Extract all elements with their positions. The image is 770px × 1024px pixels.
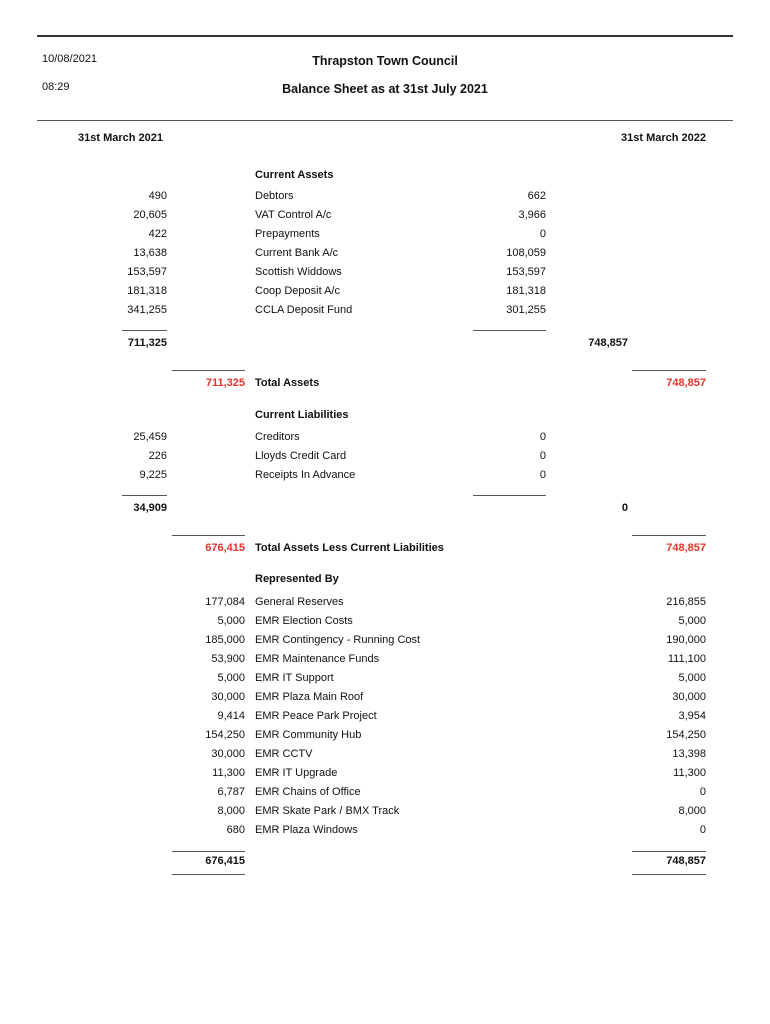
- row-prior-value: 680: [226, 824, 245, 836]
- ta-prior-rule: [172, 370, 245, 371]
- row-current-value: 30,000: [672, 691, 706, 703]
- net-current-rule: [632, 535, 706, 536]
- table-row: [0, 821, 770, 840]
- net-assets-prior: 676,415: [205, 542, 245, 554]
- row-current-value: 154,250: [666, 729, 706, 741]
- row-prior-value: 8,000: [217, 805, 245, 817]
- row-prior-value: 177,084: [205, 596, 245, 608]
- represented-by-rows: [0, 593, 770, 840]
- row-current-value: 111,100: [667, 653, 706, 665]
- row-prior-value: 5,000: [217, 615, 245, 627]
- row-current-value: 216,855: [666, 596, 706, 608]
- row-label: Creditors: [255, 431, 300, 443]
- row-current-value: 662: [527, 190, 546, 202]
- row-label: EMR Skate Park / BMX Track: [255, 805, 400, 817]
- row-current-value: 108,059: [506, 247, 546, 259]
- rb-prior-bottom-rule: [172, 874, 245, 875]
- row-label: EMR Contingency - Running Cost: [255, 634, 421, 646]
- cl-subtotal-current: 0: [621, 502, 628, 514]
- row-prior-value: 154,250: [205, 729, 245, 741]
- row-label: Prepayments: [255, 228, 320, 240]
- row-label: CCLA Deposit Fund: [255, 304, 353, 316]
- row-label: EMR Plaza Windows: [255, 824, 358, 836]
- row-label: General Reserves: [255, 596, 344, 608]
- row-current-value: 190,000: [666, 634, 706, 646]
- row-prior-value: 9,225: [139, 469, 167, 481]
- row-label: EMR IT Upgrade: [255, 767, 338, 779]
- current-assets-rows: [0, 187, 770, 320]
- rb-prior-rule: [172, 851, 245, 852]
- top-rule: [37, 35, 733, 37]
- total-assets-prior: 711,325: [205, 377, 245, 389]
- table-row: [0, 764, 770, 783]
- current-liabilities-rows: [0, 428, 770, 485]
- row-prior-value: 25,459: [133, 431, 167, 443]
- row-prior-value: 6,787: [217, 786, 245, 798]
- row-prior-value: 5,000: [217, 672, 245, 684]
- row-label: EMR Peace Park Project: [255, 710, 377, 722]
- report-time: 08:29: [42, 81, 70, 93]
- row-label: Receipts In Advance: [255, 469, 356, 481]
- table-row: [0, 707, 770, 726]
- row-current-value: 153,597: [506, 266, 546, 278]
- row-label: Coop Deposit A/c: [255, 285, 340, 297]
- row-prior-value: 226: [148, 450, 167, 462]
- row-prior-value: 341,255: [127, 304, 167, 316]
- row-current-value: 301,255: [506, 304, 546, 316]
- total-assets-label: Total Assets: [255, 377, 320, 389]
- row-label: EMR Community Hub: [255, 729, 362, 741]
- report-date: 10/08/2021: [42, 53, 98, 65]
- row-current-value: 181,318: [506, 285, 546, 297]
- row-label: EMR CCTV: [255, 748, 313, 760]
- row-prior-value: 490: [148, 190, 167, 202]
- net-assets-label: Total Assets Less Current Liabilities: [255, 542, 444, 554]
- current-assets-heading: Current Assets: [255, 169, 334, 181]
- row-current-value: 8,000: [678, 805, 706, 817]
- row-prior-value: 20,605: [133, 209, 167, 221]
- column-header-current: 31st March 2022: [621, 132, 706, 144]
- table-row: [0, 783, 770, 802]
- table-row: [0, 244, 770, 263]
- represented-by-heading: Represented By: [255, 573, 339, 585]
- table-row: [0, 225, 770, 244]
- ta-current-rule: [632, 370, 706, 371]
- row-label: Debtors: [255, 190, 294, 202]
- table-row: [0, 726, 770, 745]
- table-row: [0, 612, 770, 631]
- table-row: [0, 187, 770, 206]
- table-row: [0, 263, 770, 282]
- page-subtitle: Balance Sheet as at 31st July 2021: [282, 82, 488, 96]
- table-row: [0, 301, 770, 320]
- current-liabilities-heading: Current Liabilities: [255, 409, 349, 421]
- cl-subtotal-prior: 34,909: [133, 502, 167, 514]
- row-prior-value: 11,300: [212, 767, 245, 779]
- rb-total-prior: 676,415: [205, 855, 245, 867]
- table-row: [0, 745, 770, 764]
- row-label: Lloyds Credit Card: [255, 450, 347, 462]
- cl-current-rule: [473, 495, 546, 496]
- row-prior-value: 181,318: [127, 285, 167, 297]
- cl-prior-rule: [122, 495, 167, 496]
- table-row: [0, 593, 770, 612]
- row-label: Current Bank A/c: [255, 247, 339, 259]
- row-current-value: 13,398: [672, 748, 706, 760]
- row-current-value: 0: [539, 228, 546, 240]
- ca-prior-rule: [122, 330, 167, 331]
- row-current-value: 0: [539, 450, 546, 462]
- row-current-value: 0: [539, 431, 546, 443]
- row-current-value: 0: [699, 824, 706, 836]
- page-title: Thrapston Town Council: [312, 54, 458, 68]
- table-row: [0, 466, 770, 485]
- row-current-value: 3,966: [518, 209, 546, 221]
- header-rule: [37, 120, 733, 121]
- table-row: [0, 631, 770, 650]
- row-prior-value: 53,900: [211, 653, 245, 665]
- table-row: [0, 688, 770, 707]
- row-current-value: 0: [699, 786, 706, 798]
- row-label: EMR IT Support: [255, 672, 334, 684]
- table-row: [0, 428, 770, 447]
- row-label: VAT Control A/c: [255, 209, 332, 221]
- row-label: EMR Plaza Main Roof: [255, 691, 364, 703]
- row-prior-value: 30,000: [211, 748, 245, 760]
- row-label: EMR Election Costs: [255, 615, 353, 627]
- row-current-value: 0: [539, 469, 546, 481]
- table-row: [0, 282, 770, 301]
- row-current-value: 5,000: [678, 672, 706, 684]
- total-assets-current: 748,857: [666, 377, 706, 389]
- row-label: EMR Chains of Office: [255, 786, 361, 798]
- row-prior-value: 9,414: [217, 710, 245, 722]
- rb-current-rule: [632, 851, 706, 852]
- ca-subtotal-current: 748,857: [588, 337, 628, 349]
- ca-current-rule: [473, 330, 546, 331]
- table-row: [0, 650, 770, 669]
- net-assets-current: 748,857: [666, 542, 706, 554]
- rb-current-bottom-rule: [632, 874, 706, 875]
- row-current-value: 11,300: [673, 767, 706, 779]
- row-prior-value: 422: [148, 228, 167, 240]
- ca-subtotal-prior: 711,325: [127, 337, 167, 349]
- table-row: [0, 447, 770, 466]
- row-current-value: 5,000: [678, 615, 706, 627]
- row-label: EMR Maintenance Funds: [255, 653, 380, 665]
- table-row: [0, 802, 770, 821]
- row-prior-value: 30,000: [211, 691, 245, 703]
- table-row: [0, 669, 770, 688]
- rb-total-current: 748,857: [666, 855, 706, 867]
- net-prior-rule: [172, 535, 245, 536]
- row-prior-value: 185,000: [205, 634, 245, 646]
- row-prior-value: 13,638: [133, 247, 167, 259]
- row-current-value: 3,954: [678, 710, 706, 722]
- row-label: Scottish Widdows: [255, 266, 342, 278]
- row-prior-value: 153,597: [127, 266, 167, 278]
- table-row: [0, 206, 770, 225]
- column-header-prior: 31st March 2021: [78, 132, 163, 144]
